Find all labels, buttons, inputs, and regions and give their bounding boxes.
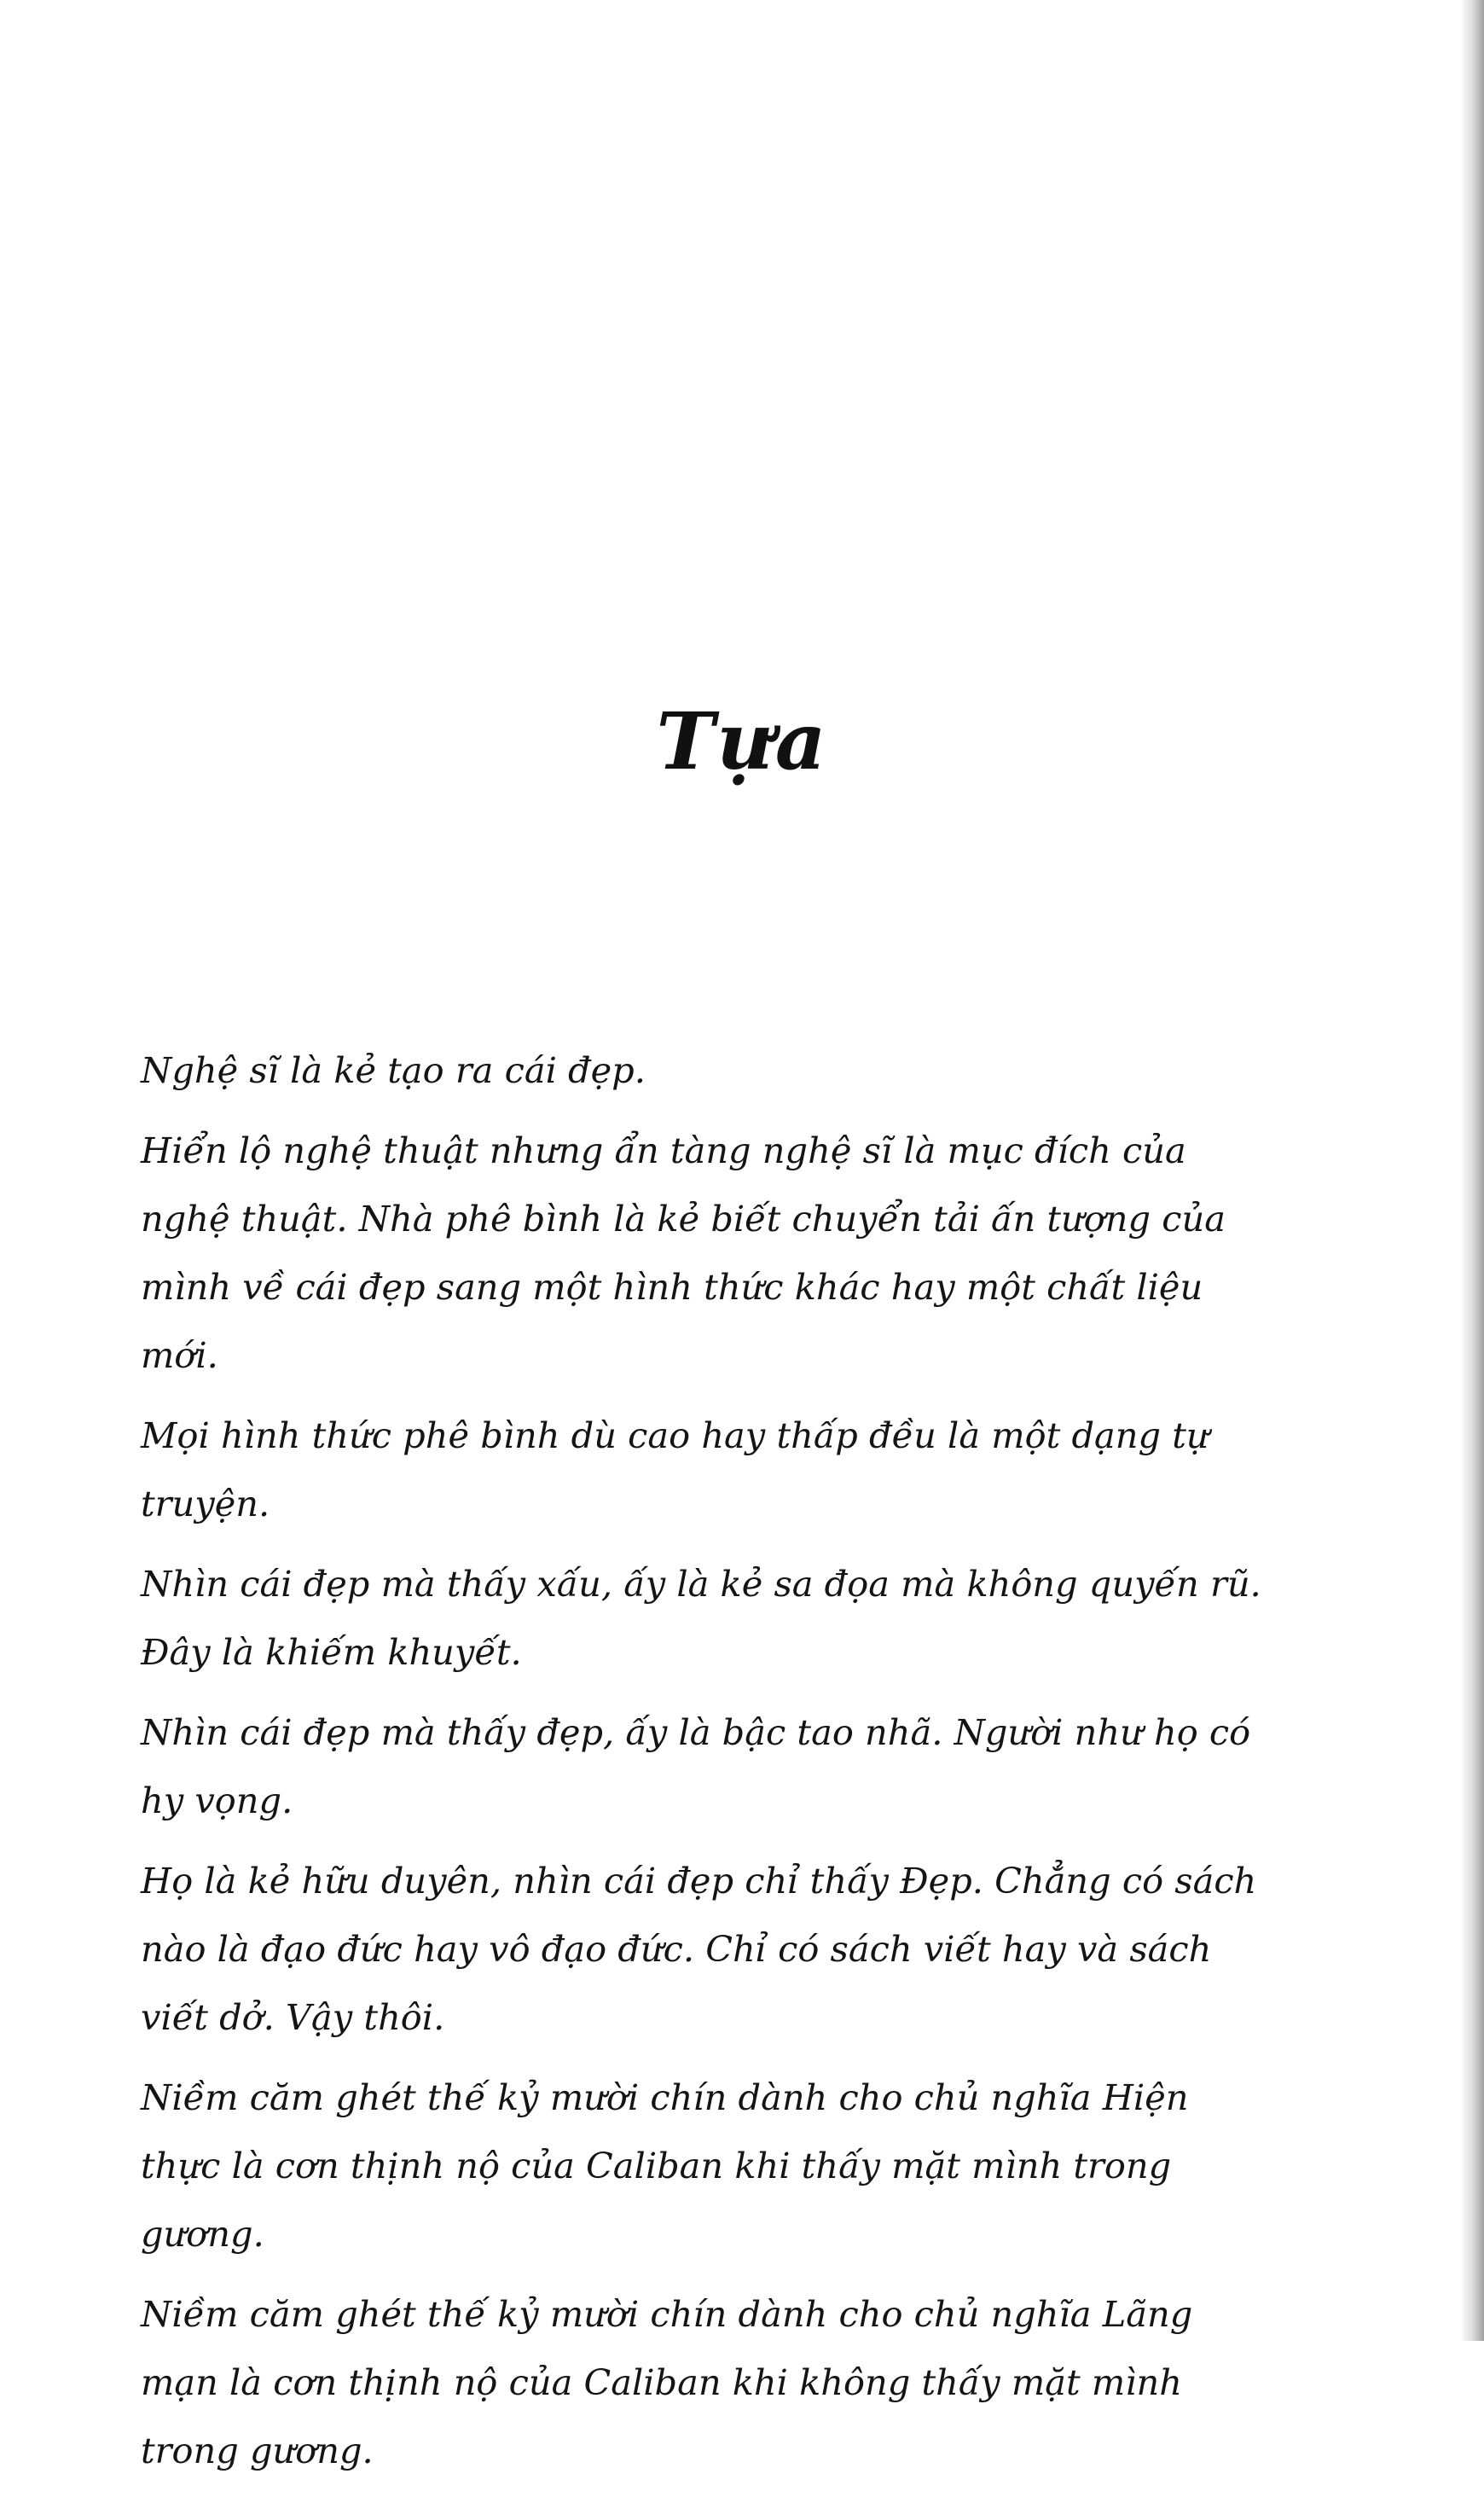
paragraph-4: Nhìn cái đẹp mà thấy xấu, ấy là kẻ sa đọa mà không quyến rũ. Đây là khiếm khuyết. <box>141 1563 1261 1673</box>
paragraph-6: Họ là kẻ hữu duyên, nhìn cái đẹp chỉ thấy Đẹp. Chẳng có sách nào là đạo đức hay vô đạo đức. Chỉ có sách viết hay và sách viết dở. Vậy thôi. <box>141 1860 1257 2038</box>
paragraph-8: Niềm căm ghét thế kỷ mười chín dành cho chủ nghĩa Lãng mạn là cơn thịnh nộ của Caliban khi không thấy mặt mình trong gương. <box>141 2293 1193 2471</box>
paragraph-1: Nghệ sĩ là kẻ tạo ra cái đẹp. <box>141 1049 646 1091</box>
page-title: Tựa <box>656 695 828 787</box>
paragraph-3: Mọi hình thức phê bình dù cao hay thấp đều là một dạng tự truyện. <box>141 1414 1209 1524</box>
page-edge-shadow <box>1460 0 1484 2341</box>
preface-body <box>141 1037 1275 2497</box>
paragraph-7: Niềm căm ghét thế kỷ mười chín dành cho chủ nghĩa Hiện thực là cơn thịnh nộ của Caliban khi thấy mặt mình trong gương. <box>141 2076 1189 2255</box>
paragraph-2: Hiển lộ nghệ thuật nhưng ẩn tàng nghệ sĩ là mục đích của nghệ thuật. Nhà phê bình là kẻ biết chuyển tải ấn tượng của mình về cái đẹp sang một hình thức khác hay một chất liệu mới. <box>141 1129 1226 1376</box>
paragraph-5: Nhìn cái đẹp mà thấy đẹp, ấy là bậc tao nhã. Người như họ có hy vọng. <box>141 1711 1251 1821</box>
